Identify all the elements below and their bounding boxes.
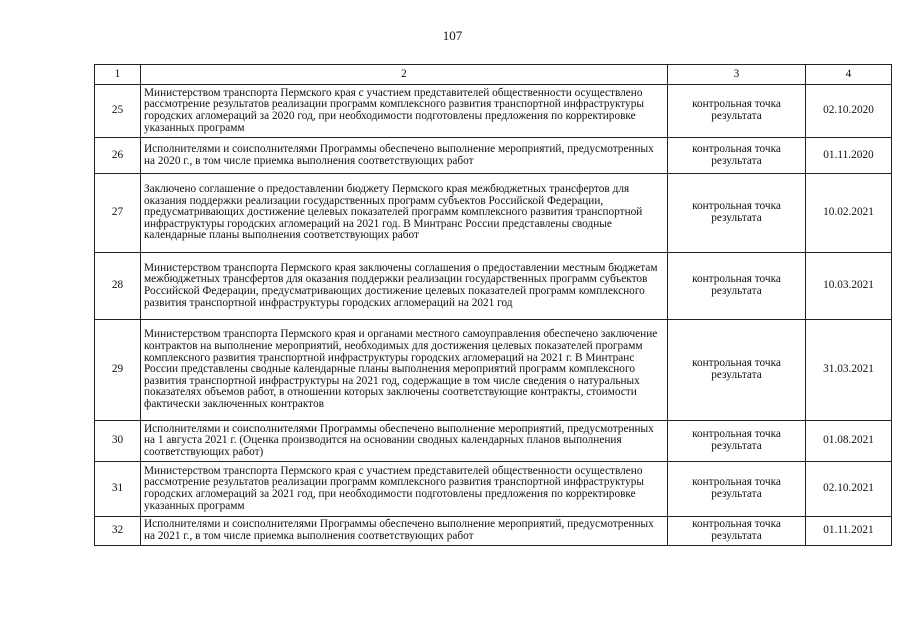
row-date: 01.08.2021 xyxy=(806,421,892,462)
row-number: 32 xyxy=(95,517,141,546)
table-row xyxy=(95,320,892,421)
row-description: Министерством транспорта Пермского края заключены соглашения о предоставлении местным бюджетам межбюджетных трансфертов для оказания поддержки реализации государственных программ субъектов Российской Федерации, предусматривающих достижение целевых показателей программ комплексного развития транспортной инфраструктуры городских агломераций на 2021 год xyxy=(141,253,668,320)
column-header-4: 4 xyxy=(806,65,892,85)
row-number: 31 xyxy=(95,462,141,517)
column-header-1: 1 xyxy=(95,65,141,85)
row-type: контрольная точка результата xyxy=(668,85,806,138)
row-date: 02.10.2020 xyxy=(806,85,892,138)
row-type: контрольная точка результата xyxy=(668,253,806,320)
table-row xyxy=(95,253,892,320)
table-header-row xyxy=(95,65,892,85)
row-type: контрольная точка результата xyxy=(668,462,806,517)
table-row xyxy=(95,517,892,546)
column-header-2: 2 xyxy=(141,65,668,85)
row-number: 28 xyxy=(95,253,141,320)
row-type: контрольная точка результата xyxy=(668,174,806,253)
row-type: контрольная точка результата xyxy=(668,320,806,421)
row-number: 29 xyxy=(95,320,141,421)
row-date: 10.02.2021 xyxy=(806,174,892,253)
row-date: 10.03.2021 xyxy=(806,253,892,320)
table-row xyxy=(95,138,892,174)
page-number: 107 xyxy=(442,28,463,43)
row-number: 26 xyxy=(95,138,141,174)
row-date: 01.11.2020 xyxy=(806,138,892,174)
row-type: контрольная точка результата xyxy=(668,138,806,174)
table-row xyxy=(95,174,892,253)
row-description: Министерством транспорта Пермского края с участием представителей общественности осуществлено рассмотрение результатов реализации программ комплексного развития транспортной инфраструктуры городских агломераций за 2021 год, при необходимости подготовлены предложения по корректировке указанных программ xyxy=(141,462,668,517)
row-description: Исполнителями и соисполнителями Программы обеспечено выполнение мероприятий, предусмотренных на 2021 г., в том числе приемка выполнения соответствующих работ xyxy=(141,517,668,546)
row-description: Исполнителями и соисполнителями Программы обеспечено выполнение мероприятий, предусмотренных на 2020 г., в том числе приемка выполнения соответствующих работ xyxy=(141,138,668,174)
row-description: Исполнителями и соисполнителями Программы обеспечено выполнение мероприятий, предусмотренных на 1 августа 2021 г. (Оценка производится на основании сводных календарных планов выполнения соответствующих работ) xyxy=(141,421,668,462)
row-description: Министерством транспорта Пермского края с участием представителей общественности осуществлено рассмотрение результатов реализации программ комплексного развития транспортной инфраструктуры городских агломераций за 2020 год, при необходимости подготовлены предложения по корректировке указанных программ xyxy=(141,85,668,138)
row-description: Заключено соглашение о предоставлении бюджету Пермского края межбюджетных трансфертов для оказания поддержки реализации государственных программ субъектов Российской Федерации, предусматривающих достижение целевых показателей программ комплексного развития транспортной инфраструктуры городских агломераций на 2021 год. В Минтранс России представлены сводные календарные планы выполнения соответствующих работ xyxy=(141,174,668,253)
row-date: 02.10.2021 xyxy=(806,462,892,517)
table-row xyxy=(95,85,892,138)
row-number: 25 xyxy=(95,85,141,138)
row-type: контрольная точка результата xyxy=(668,517,806,546)
table-row xyxy=(95,462,892,517)
row-number: 30 xyxy=(95,421,141,462)
row-date: 31.03.2021 xyxy=(806,320,892,421)
table-row xyxy=(95,421,892,462)
column-header-3: 3 xyxy=(668,65,806,85)
row-date: 01.11.2021 xyxy=(806,517,892,546)
row-number: 27 xyxy=(95,174,141,253)
control-points-table xyxy=(94,64,892,546)
row-description: Министерством транспорта Пермского края и органами местного самоуправления обеспечено заключение контрактов на выполнение мероприятий, необходимых для достижения целевых показателей программ комплексного развития транспортной инфраструктуры городских агломераций на 2021 г. В Минтранс России представлены сводные календарные планы выполнения мероприятий программ комплексного развития транспортной инфраструктуры на 2021 год, содержащие в том числе сведения о натуральных показателях объемов работ, в отношении которых заключены соответствующие контракты, стоимости фактически заключенных контрактов xyxy=(141,320,668,421)
row-type: контрольная точка результата xyxy=(668,421,806,462)
